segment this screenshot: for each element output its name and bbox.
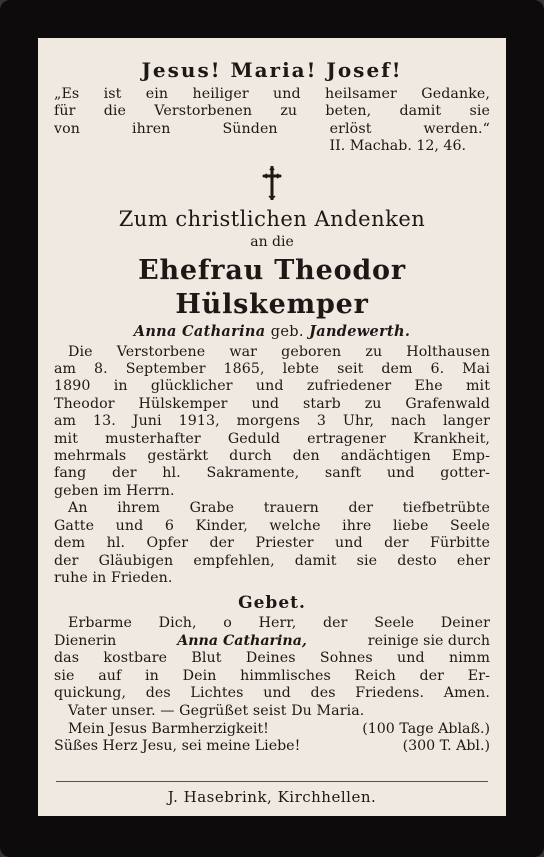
quote-line: von ihren Sünden erlöst werden.“ [54, 120, 490, 137]
footer-divider [56, 781, 488, 782]
deceased-name: Ehefrau Theodor Hülskemper [138, 254, 406, 320]
biography [54, 344, 490, 501]
biography-line: mehrmals gestärkt durch den andächtigen Emp- [54, 448, 490, 465]
cross-icon [262, 166, 282, 200]
sacred-heart-indulgence: (300 T. Abl.) [402, 738, 490, 755]
scripture-quote [54, 86, 490, 138]
prayer-line: das kostbare Blut Deines Sohnes und nimm [54, 650, 490, 667]
biography-line: fang der hl. Sakramente, sanft und gotter- [54, 465, 490, 482]
maiden-name-geb: geb. [270, 323, 304, 340]
biography-line: geben im Herrn. [54, 482, 175, 499]
maiden-name [54, 322, 490, 342]
prayer-line: Erbarme Dich, o Herr, der Seele Deiner [68, 615, 490, 632]
sacred-heart-text: Süßes Herz Jesu, sei meine Liebe! [54, 738, 301, 755]
biography-line: am 13. Juni 1913, morgens 3 Uhr, nach langer [54, 413, 490, 430]
mourning-line: Gatte und 6 Kinder, welche ihre liebe Seele [54, 517, 490, 534]
mourning-line: dem hl. Opfer der Priester und der Fürbitte [54, 535, 490, 552]
mourning-text [54, 500, 490, 587]
prayer-line: sie auf in Dein himmlisches Reich der Er- [54, 667, 490, 684]
jesus-mercy-prayer [54, 721, 490, 738]
prayer-text-before: Dienerin [54, 632, 117, 649]
printer-imprint: J. Hasebrink, Kirchhellen. [167, 788, 377, 806]
memorial-to: an die [250, 233, 294, 250]
mourning-line: An ihrem Grabe trauern der tiefbetrübte [68, 500, 490, 517]
mourning-line: der Gläubigen empfehlen, damit sie desto eher [54, 552, 490, 569]
biography-line: Die Verstorbene war geboren zu Holthausen [68, 343, 490, 360]
card-panel [38, 38, 506, 816]
biography-line: am 8. September 1865, lebte seit dem 6. Mai [54, 361, 490, 378]
sacred-heart-prayer [54, 738, 490, 755]
quote-line: für die Verstorbenen zu beten, damit sie [54, 103, 490, 120]
biography-line: 1890 in glücklicher und zufriedener Ehe mit [54, 378, 490, 395]
vater-unser: Vater unser. — Gegrüßet seist Du Maria. [68, 703, 365, 720]
prayer-text-after: reinige sie durch [367, 632, 490, 649]
maiden-first-name: Anna Catharina [133, 322, 266, 340]
invocation-heading: Jesus! Maria! Josef! [141, 58, 403, 82]
jesus-mercy-text: Mein Jesus Barmherzigkeit! [68, 720, 269, 737]
prayer-deceased-name: Anna Catharina, [177, 632, 307, 649]
jesus-mercy-indulgence: (100 Tage Ablaß.) [362, 720, 490, 737]
prayer-line: quickung, des Lichtes und des Friedens. Amen. [54, 684, 490, 701]
prayer-line [54, 633, 490, 650]
memorial-title: Zum christlichen Andenken [118, 206, 426, 231]
biography-line: Theodor Hülskemper und starb zu Grafenwald [54, 395, 490, 412]
quote-reference: II. Machab. 12, 46. [329, 138, 466, 155]
quote-line: „Es ist ein heiliger und heilsamer Gedanke, [54, 86, 490, 102]
prayer-text [54, 615, 490, 702]
mourning-line: ruhe in Frieden. [54, 569, 173, 586]
maiden-surname: Jandewerth. [309, 322, 411, 340]
biography-line: mit musterhafter Geduld ertragener Krankheit, [54, 430, 490, 447]
prayer-title: Gebet. [238, 593, 306, 614]
